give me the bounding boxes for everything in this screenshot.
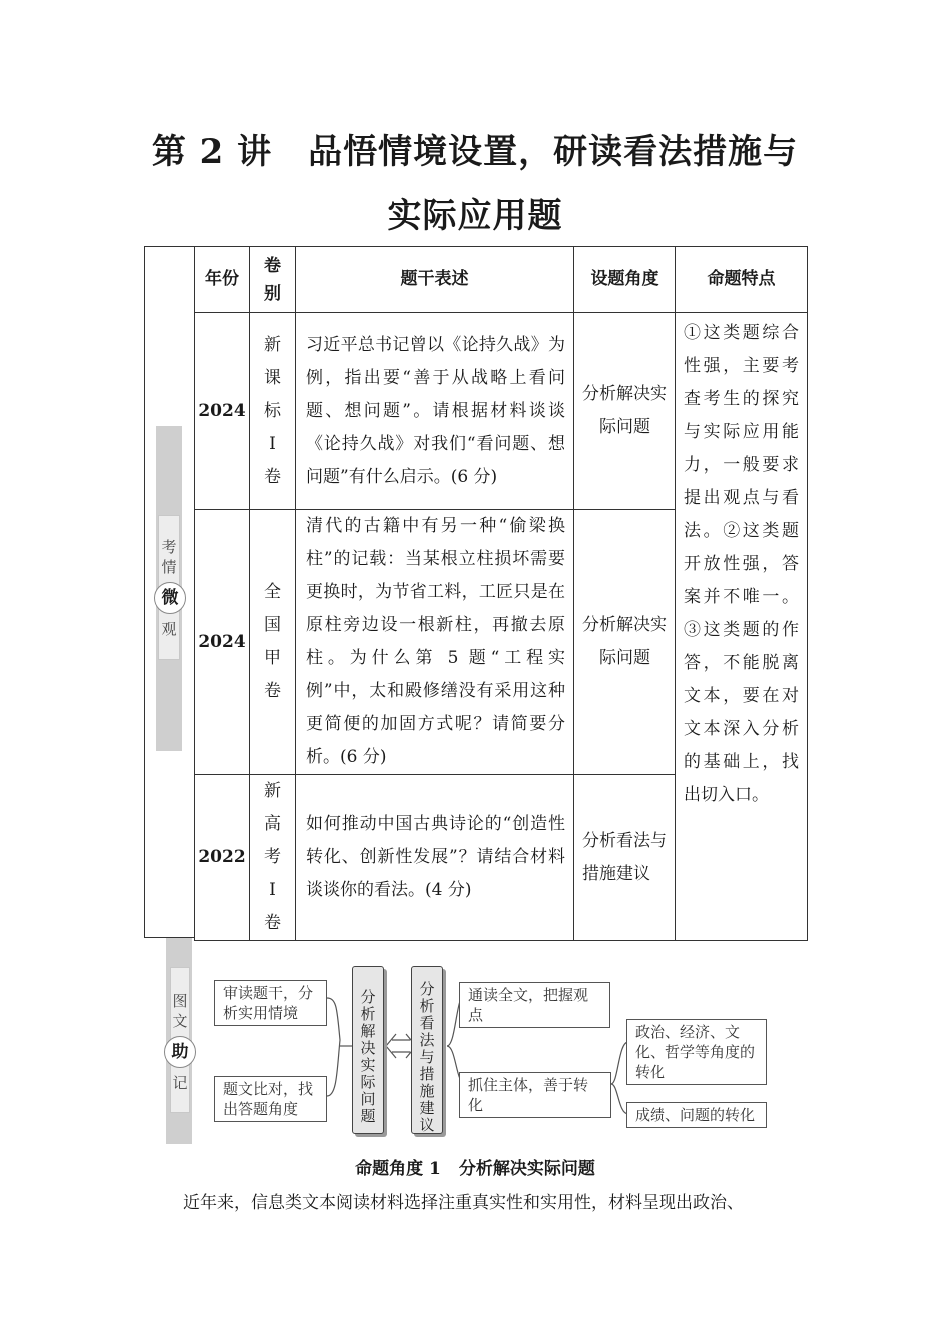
row1-year: 2024: [195, 313, 250, 510]
row1-angle: 分析解决实际问题: [574, 313, 676, 510]
mindmap-node-angle-transform: 政治、经济、文化、哲学等角度的转化: [626, 1019, 767, 1085]
row3-juan: 新 高 考 Ⅰ 卷: [250, 775, 296, 941]
row1-stem: 习近平总书记曾以《论持久战》为例，指出要“善于从战略上看问题、想问题”。请根据材料谈谈《论持久战》对我们“看问题、想问题”有什么启示。(6 分): [296, 313, 574, 510]
lecture-title: 品悟情境设置，研读看法措施与: [308, 132, 799, 172]
row2-juan: 全 国 甲 卷: [250, 510, 296, 775]
mindmap-center-analyze-solve: 分 析 解 决 实 际 问 题: [352, 966, 384, 1134]
features-cell: ①这类题综合性强，主要考查考生的探究与实际应用能力，一般要求提出观点与看法。②这类题开放性强，答案并不唯一。③这类题的作答，不能脱离文本，要在对文本深入分析的基础上，找出切入口。: [676, 313, 808, 941]
mindmap-node-grasp-subject: 抓住主体，善于转化: [459, 1072, 611, 1118]
side-char-4: 观: [161, 620, 177, 638]
page-title-line2: 实际应用题: [387, 196, 563, 236]
mindmap-node-compare: 题文比对，找出答题角度: [214, 1076, 327, 1122]
lecture-number: 第 2 讲: [151, 132, 273, 172]
row3-stem: 如何推动中国古典诗论的“创造性转化、创新性发展”？请结合材料谈谈你的看法。(4 分): [296, 775, 574, 941]
mindmap-center-views-measures: 分 析 看 法 与 措 施 建 议: [411, 966, 443, 1134]
caption-text: 分析解决实际问题: [458, 1159, 595, 1179]
mindmap-node-achievement-transform: 成绩、问题的转化: [626, 1102, 767, 1128]
row3-angle: 分析看法与措施建议: [574, 775, 676, 941]
header-juan: 卷别: [250, 247, 296, 313]
header-angle: 设题角度: [574, 247, 676, 313]
mindmap-side-char-2: 文: [172, 1012, 188, 1030]
header-stem: 题干表述: [296, 247, 574, 313]
row2-angle: 分析解决实际问题: [574, 510, 676, 775]
section-caption: [0, 1154, 950, 1179]
row2-stem: 清代的古籍中有另一种“偷梁换柱”的记载：当某根立柱损坏需要更换时，为节省工料，工匠只是在原柱旁边设一根新柱，再撤去原柱。为什么第 5 题“工程实例”中，太和殿修缮没有采用这种更简便的加固方式呢？请简要分析。(6 分): [296, 510, 574, 775]
caption-label: 命题角度 1: [355, 1159, 441, 1179]
row2-year: 2024: [195, 510, 250, 775]
header-features: 命题特点: [676, 247, 808, 313]
row1-juan: 新 课 标 Ⅰ 卷: [250, 313, 296, 510]
side-seal-icon: 微: [154, 582, 186, 614]
body-paragraph: 近年来，信息类文本阅读材料选择注重真实性和实用性，材料呈现出政治、: [183, 1193, 744, 1213]
mindmap-node-read-all: 通读全文，把握观点: [459, 982, 610, 1028]
row3-year: 2022: [195, 775, 250, 941]
mindmap-node-read-stem: 审读题干，分析实用情境: [214, 980, 327, 1026]
header-year: 年份: [195, 247, 250, 313]
side-char-2: 情: [161, 558, 177, 576]
mindmap-seal-icon: 助: [164, 1036, 196, 1068]
mindmap-side-char-1: 图: [172, 992, 188, 1010]
side-char-1: 考: [161, 538, 177, 556]
mindmap-side-char-4: 记: [172, 1074, 188, 1092]
